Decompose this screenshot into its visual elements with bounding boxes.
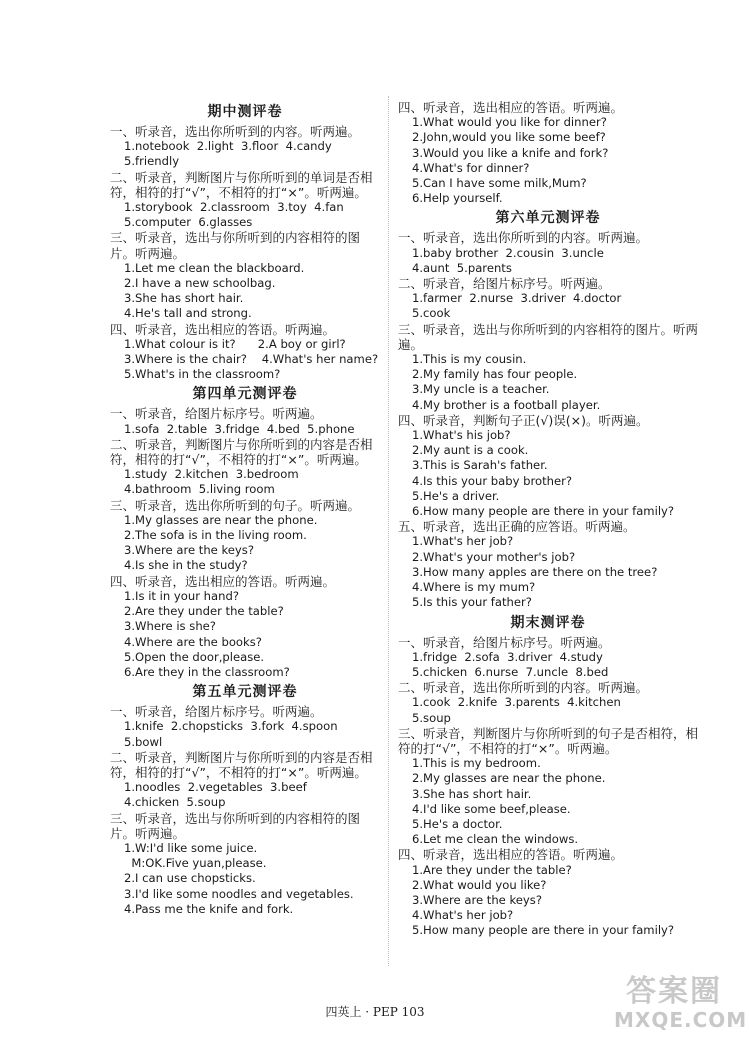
answer-line: 4.He's tall and strong. <box>124 306 252 321</box>
answer-line: 6.Are they in the classroom? <box>124 664 290 679</box>
answer-line: M:OK.Five yuan,please. <box>124 856 267 871</box>
answer-line: 1.study 2.kitchen 3.bedroom <box>124 467 299 482</box>
answer-line: 1.This is my cousin. <box>412 352 527 367</box>
answer-line: 1.Is it in your hand? <box>124 588 239 603</box>
answer-line: 2.John,would you like some beef? <box>412 130 606 145</box>
section-title: 期中测评卷 <box>207 104 283 120</box>
answer-line: 1.Are they under the table? <box>412 862 572 877</box>
answer-line: 3.Where are the keys? <box>124 543 254 558</box>
watermark-logo <box>614 974 748 1032</box>
question-heading: 五、听录音，选出正确的应答语。听两遍。 <box>398 519 636 535</box>
answer-line: 5.cook <box>412 306 451 321</box>
answer-line: 5.How many people are there in your family? <box>412 923 675 938</box>
answer-line: 4.Is this your baby brother? <box>412 473 573 488</box>
answer-line: 3.Would you like a knife and fork? <box>412 145 609 160</box>
answer-line: 3.My uncle is a teacher. <box>412 382 550 397</box>
watermark-line2: MXQE.COM <box>614 1008 748 1032</box>
section-title: 第六单元测评卷 <box>495 210 601 227</box>
answer-line: 4.I'd like some beef,please. <box>412 801 571 816</box>
question-heading: 一、听录音，给图片标序号。听两遍。 <box>110 406 323 422</box>
question-heading: 二、听录音，选出你所听到的内容。听两遍。 <box>398 680 649 696</box>
answer-line: 2.My family has four people. <box>412 367 578 382</box>
section-title: 期末测评卷 <box>510 614 586 631</box>
answer-line: 6.Let me clean the windows. <box>412 832 579 847</box>
answer-line: 1.cook 2.knife 3.parents 4.kitchen <box>412 695 621 710</box>
answer-line: 1.storybook 2.classroom 3.toy 4.fan <box>124 200 344 215</box>
answer-line: 1.noodles 2.vegetables 3.beef <box>124 780 307 795</box>
answer-line: 3.Where is she? <box>124 619 216 634</box>
answer-line: 2.The sofa is in the living room. <box>124 528 307 543</box>
question-heading: 三、听录音，选出与你所听到的内容相符的图片。听两遍。 <box>110 810 361 841</box>
answer-line: 4.Pass me the knife and fork. <box>124 901 294 916</box>
answer-line: 5.chicken 6.nurse 7.uncle 8.bed <box>412 664 609 679</box>
answer-line: 5.bowl <box>124 734 163 749</box>
answer-line: 2.Are they under the table? <box>124 604 284 619</box>
question-heading: 二、听录音，判断图片与你所听到的单词是否相符，相符的打“√”，不相符的打“×”。听两遍。 <box>110 169 373 200</box>
answer-line: 2.I can use chopsticks. <box>124 871 256 886</box>
answer-line: 1.My glasses are near the phone. <box>124 512 318 527</box>
question-heading: 三、听录音，选出与你所听到的内容相符的图片。听两遍。 <box>110 230 361 261</box>
answer-line: 4.My brother is a football player. <box>412 397 601 412</box>
question-heading: 三、听录音，选出与你所听到的内容相符的图片。听两遍。 <box>398 321 699 352</box>
answer-line: 1.notebook 2.light 3.floor 4.candy <box>124 139 332 154</box>
answer-line: 1.Let me clean the blackboard. <box>124 260 305 275</box>
column-divider <box>388 96 389 966</box>
answer-line: 3.This is Sarah's father. <box>412 458 548 473</box>
question-heading: 二、听录音，判断图片与你所听到的内容是否相符，相符的打“√”，不相符的打“×”。听两遍。 <box>110 749 373 780</box>
answer-line: 4.Where are the books? <box>124 634 262 649</box>
answer-line: 3.How many apples are there on the tree? <box>412 564 658 579</box>
question-heading: 四、听录音，选出相应的答语。听两遍。 <box>110 573 336 589</box>
answer-line: 2.My aunt is a cook. <box>412 443 529 458</box>
answer-line: 1.What's his job? <box>412 428 511 443</box>
question-heading: 一、听录音，给图片标序号。听两遍。 <box>110 704 323 720</box>
section-title: 第四单元测评卷 <box>192 386 298 403</box>
question-heading: 四、听录音，判断句子正(√)误(×)。听两遍。 <box>398 412 649 428</box>
question-heading: 二、听录音，判断图片与你所听到的内容是否相符，相符的打“√”，不相符的打“×”。听两遍。 <box>110 436 373 468</box>
section-title: 第五单元测评卷 <box>192 684 298 701</box>
answer-line: 1.baby brother 2.cousin 3.uncle <box>412 245 604 260</box>
page-footer: 四英上 · PEP 103 <box>325 1005 425 1019</box>
answer-line: 2.My glasses are near the phone. <box>412 771 606 786</box>
question-heading: 二、听录音，给图片标序号。听两遍。 <box>398 276 611 292</box>
answer-line: 1.fridge 2.sofa 3.driver 4.study <box>412 649 603 664</box>
answer-line: 4.Is she in the study? <box>124 558 248 573</box>
answer-line: 4.What's her job? <box>412 908 514 923</box>
answer-line: 1.farmer 2.nurse 3.driver 4.doctor <box>412 291 622 306</box>
answer-line: 3.Where is the chair? 4.What's her name? <box>124 352 379 367</box>
answer-line: 5.Open the door,please. <box>124 649 265 664</box>
answer-line: 1.This is my bedroom. <box>412 756 541 771</box>
answer-line: 5.He's a doctor. <box>412 816 503 831</box>
question-heading: 四、听录音，选出相应的答语。听两遍。 <box>398 100 624 115</box>
answer-line: 1.What would you like for dinner? <box>412 115 607 130</box>
answer-line: 1.sofa 2.table 3.fridge 4.bed 5.phone <box>124 421 355 436</box>
answer-line: 5.What's in the classroom? <box>124 367 281 382</box>
answer-line: 3.I'd like some noodles and vegetables. <box>124 886 354 901</box>
answer-line: 5.friendly <box>124 154 180 169</box>
left-column <box>110 100 380 917</box>
answer-line: 2.What would you like? <box>412 877 547 892</box>
answer-line: 1.What colour is it? 2.A boy or girl? <box>124 336 346 351</box>
answer-line: 5.soup <box>412 710 451 725</box>
question-heading: 一、听录音，选出你所听到的内容。听两遍。 <box>398 230 649 246</box>
question-heading: 四、听录音，选出相应的答语。听两遍。 <box>110 321 336 337</box>
answer-line: 4.Where is my mum? <box>412 580 536 595</box>
answer-line: 4.aunt 5.parents <box>412 260 512 275</box>
answer-line: 2.I have a new schoolbag. <box>124 276 276 291</box>
answer-line: 4.What's for dinner? <box>412 160 530 175</box>
question-heading: 三、听录音，选出你所听到的句子。听两遍。 <box>110 497 361 513</box>
answer-line: 5.He's a driver. <box>412 488 500 503</box>
answer-line: 4.chicken 5.soup <box>124 795 226 810</box>
answer-line: 4.bathroom 5.living room <box>124 482 275 497</box>
answer-line: 2.What's your mother's job? <box>412 549 576 564</box>
answer-line: 5.Is this your father? <box>412 595 532 610</box>
answer-line: 3.Where are the keys? <box>412 892 542 907</box>
answer-line: 6.How many people are there in your family? <box>412 504 675 519</box>
answer-line: 3.She has short hair. <box>412 786 532 801</box>
question-heading: 三、听录音，判断图片与你所听到的句子是否相符，相符的打“√”，不相符的打“×”。听两遍。 <box>398 725 699 756</box>
answer-line: 3.She has short hair. <box>124 291 244 306</box>
answer-line: 1.W:I'd like some juice. <box>124 840 258 855</box>
watermark-line1: 答案圈 <box>626 974 722 1009</box>
answer-line: 1.knife 2.chopsticks 3.fork 4.spoon <box>124 719 338 734</box>
answer-line: 5.computer 6.glasses <box>124 215 253 230</box>
question-heading: 一、听录音，给图片标序号。听两遍。 <box>398 634 611 650</box>
right-column <box>398 100 698 939</box>
answer-line: 1.What's her job? <box>412 534 514 549</box>
answer-line: 6.Help yourself. <box>412 191 503 206</box>
question-heading: 四、听录音，选出相应的答语。听两遍。 <box>398 847 624 863</box>
answer-line: 5.Can I have some milk,Mum? <box>412 176 587 191</box>
question-heading: 一、听录音，选出你所听到的内容。听两遍。 <box>110 124 361 139</box>
